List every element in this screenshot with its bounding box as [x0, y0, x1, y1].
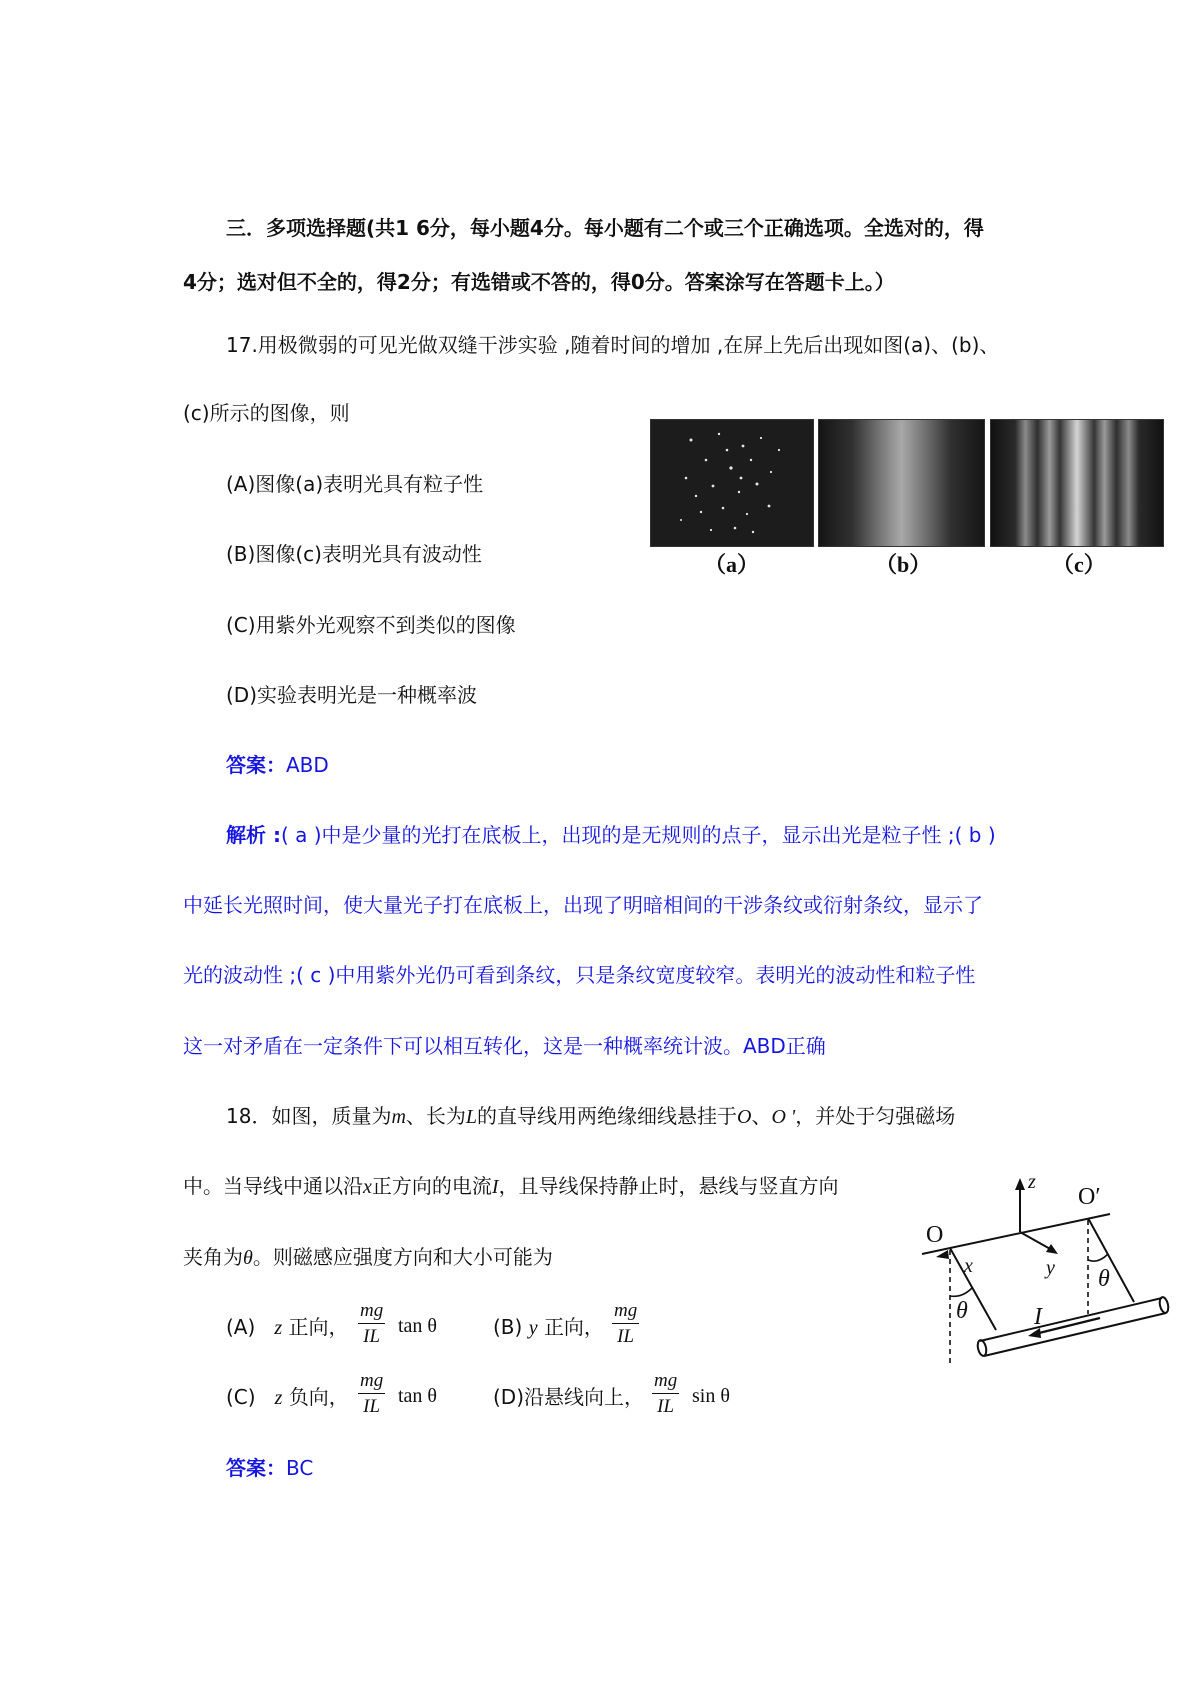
- left-angle-arc: [950, 1288, 972, 1296]
- q18-option-b-dir: 正向，: [543, 1315, 604, 1339]
- fig-label-y: y: [1046, 1257, 1055, 1279]
- q18-var-x: x: [363, 1176, 372, 1198]
- q17-option-d: (D)实验表明光是一种概率波: [226, 683, 478, 707]
- q18-option-c-dir: 负向，: [288, 1385, 349, 1409]
- q17-analysis-label: 解析 :: [226, 823, 281, 847]
- q18-text: 中。当导线中通以沿: [183, 1174, 363, 1198]
- photon-dots: [651, 420, 813, 546]
- section-heading-line1: 三．多项选择题(共1 6分，每小题4分。每小题有二个或三个正确选项。全选对的，得: [226, 216, 984, 240]
- fraction-denominator: IL: [363, 1396, 381, 1417]
- figure-caption-a: （a）: [704, 552, 760, 577]
- z-arrowhead: [1015, 1178, 1025, 1190]
- q18-var-I: I: [491, 1176, 499, 1198]
- fraction-denominator: IL: [657, 1396, 675, 1417]
- fraction-bar: [612, 1323, 639, 1324]
- fraction-numerator: mg: [654, 1370, 678, 1391]
- q18-var-L: L: [465, 1106, 478, 1128]
- q17-option-b: (B)图像(c)表明光具有波动性: [226, 542, 482, 566]
- q18-var-O: O: [737, 1106, 752, 1128]
- q18-answer-label: 答案：: [226, 1456, 286, 1480]
- y-arrowhead: [1046, 1244, 1058, 1254]
- q17-answer-label: 答案：: [226, 753, 286, 777]
- q18-option-a-axis: z: [274, 1317, 283, 1339]
- q18-var-theta: θ: [243, 1247, 253, 1269]
- q18-text: 、: [751, 1104, 772, 1128]
- q18-option-c: [226, 1385, 349, 1410]
- section-heading-line2: 4分；选对但不全的，得2分；有选错或不答的，得0分。答案涂写在答题卡上。）: [183, 270, 895, 294]
- wire-end-right: [1158, 1296, 1169, 1313]
- q17-analysis-line3: 光的波动性 ;( c )中用紫外光仍可看到条纹，只是条纹宽度较窄。表明光的波动性和粒子性: [183, 963, 976, 987]
- q17-analysis-text1: ( a )中是少量的光打在底板上，出现的是无规则的点子，显示出光是粒子性 ;( b ): [280, 823, 996, 847]
- q17-option-c: (C)用紫外光观察不到类似的图像: [226, 613, 516, 637]
- right-angle-arc: [1088, 1254, 1108, 1261]
- right-thread: [1088, 1218, 1134, 1302]
- q18-option-b-label: (B): [493, 1315, 523, 1339]
- q18-text: 18．如图，质量为: [226, 1104, 392, 1128]
- q18-option-b-fraction: [612, 1300, 639, 1348]
- q18-text: ，且导线保持静止时，悬线与竖直方向: [498, 1174, 839, 1198]
- q17-answer: [226, 753, 329, 777]
- q18-answer: [226, 1456, 313, 1480]
- wire-end-left: [976, 1339, 987, 1356]
- q18-option-c-tan: tan θ: [398, 1385, 438, 1407]
- fig-label-z: z: [1028, 1171, 1036, 1193]
- fraction-denominator: IL: [617, 1326, 635, 1347]
- q18-option-d: (D)沿悬线向上，: [493, 1385, 645, 1409]
- figure-caption-c: （c）: [1052, 552, 1106, 577]
- q18-option-a-label: (A): [226, 1315, 256, 1339]
- q18-option-c-label: (C): [226, 1385, 256, 1409]
- q18-option-d-sin: sin θ: [692, 1385, 730, 1407]
- wire-diagram: [910, 1168, 1180, 1368]
- q18-stem-line1: [226, 1104, 955, 1129]
- fig-label-O: O: [926, 1222, 944, 1248]
- q18-stem-line3: [183, 1245, 553, 1270]
- q18-var-m: m: [391, 1106, 406, 1128]
- q18-option-b: [493, 1315, 604, 1340]
- q18-text: 。则磁感应强度方向和大小可能为: [252, 1245, 553, 1269]
- fraction-denominator: IL: [363, 1326, 381, 1347]
- q18-var-Oprime: O ': [771, 1106, 796, 1128]
- q18-text: 的直导线用两绝缘细线悬挂于: [477, 1104, 738, 1128]
- fig-label-Oprime: O′: [1078, 1184, 1101, 1210]
- q18-text: ，并处于匀强磁场: [795, 1104, 956, 1128]
- fig-label-x: x: [964, 1255, 973, 1277]
- q18-option-a-tan: tan θ: [398, 1315, 438, 1337]
- q18-option-a-dir: 正向，: [288, 1315, 349, 1339]
- y-axis: [1020, 1232, 1052, 1250]
- figure-panel-a: [650, 419, 814, 547]
- fig-label-I: I: [1034, 1304, 1042, 1330]
- q17-stem-line2: (c)所示的图像，则: [183, 401, 350, 425]
- fig-label-theta-right: θ: [1098, 1266, 1110, 1292]
- fraction-bar: [358, 1393, 385, 1394]
- q18-text: 正方向的电流: [371, 1174, 492, 1198]
- q17-answer-value: ABD: [286, 753, 329, 777]
- q18-option-c-fraction: [358, 1370, 385, 1418]
- fraction-numerator: mg: [614, 1300, 638, 1321]
- q18-text: 夹角为: [183, 1245, 243, 1269]
- fraction-bar: [652, 1393, 679, 1394]
- q18-option-c-axis: z: [274, 1387, 283, 1409]
- q18-text: 、长为: [405, 1104, 466, 1128]
- q17-analysis-line1: [226, 823, 996, 847]
- fig-label-theta-left: θ: [956, 1298, 968, 1324]
- q18-answer-value: BC: [286, 1456, 314, 1480]
- figure-caption-b: （b）: [875, 552, 932, 577]
- q17-analysis-line2: 中延长光照时间，使大量光子打在底板上，出现了明暗相间的干涉条纹或衍射条纹，显示了: [183, 893, 983, 917]
- q18-option-d-fraction: [652, 1370, 679, 1418]
- q17-option-a: (A)图像(a)表明光具有粒子性: [226, 472, 484, 496]
- fraction-numerator: mg: [360, 1300, 384, 1321]
- q18-stem-line2: [183, 1174, 839, 1199]
- q17-stem-line1: 17.用极微弱的可见光做双缝干涉实验 ,随着时间的增加 ,在屏上先后出现如图(a)、(b)、: [226, 333, 1000, 357]
- q17-analysis-line4: 这一对矛盾在一定条件下可以相互转化，这是一种概率统计波。ABD正确: [183, 1034, 826, 1058]
- figure-panel-b: [818, 419, 985, 547]
- q18-option-b-axis: y: [528, 1317, 538, 1339]
- figure-panel-c: [990, 419, 1164, 547]
- q18-option-a-fraction: [358, 1300, 385, 1348]
- fraction-numerator: mg: [360, 1370, 384, 1391]
- fraction-bar: [358, 1323, 385, 1324]
- q18-option-a: [226, 1315, 349, 1340]
